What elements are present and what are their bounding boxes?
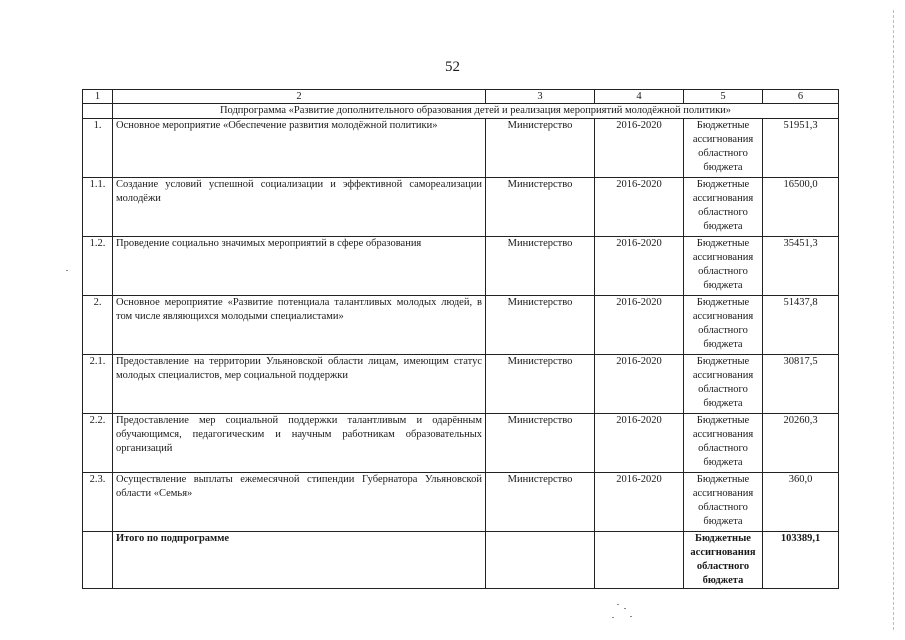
period: 2016-2020 — [595, 237, 684, 296]
table-row — [83, 473, 839, 532]
subprogram-title: Подпрограмма «Развитие дополнительного образования детей и реализация мероприятий молодёжной политики» — [113, 104, 839, 119]
scan-speck — [630, 616, 632, 617]
executor: Министерство — [486, 237, 595, 296]
column-header: 3 — [486, 90, 595, 104]
table-row — [83, 119, 839, 178]
row-number: 2.3. — [83, 473, 113, 532]
row-number: 1.1. — [83, 178, 113, 237]
funding-source: Бюджетные ассигнования областного бюджета — [684, 296, 763, 355]
executor: Министерство — [486, 296, 595, 355]
funding-source: Бюджетные ассигнования областного бюджета — [684, 414, 763, 473]
row-number: 1. — [83, 119, 113, 178]
scan-speck — [66, 270, 68, 271]
period: 2016-2020 — [595, 178, 684, 237]
executor: Министерство — [486, 414, 595, 473]
activity-name: Основное мероприятие «Обеспечение развития молодёжной политики» — [113, 119, 486, 178]
funding-source: Бюджетные ассигнования областного бюджета — [684, 178, 763, 237]
amount: 35451,3 — [763, 237, 839, 296]
amount: 51951,3 — [763, 119, 839, 178]
period: 2016-2020 — [595, 296, 684, 355]
activity-name: Создание условий успешной социализации и эффективной самореализации молодёжи — [113, 178, 486, 237]
row-number: 2. — [83, 296, 113, 355]
total-amount: 103389,1 — [763, 532, 839, 589]
funding-source: Бюджетные ассигнования областного бюджета — [684, 237, 763, 296]
activity-name: Осуществление выплаты ежемесячной стипендии Губернатора Ульяновской области «Семья» — [113, 473, 486, 532]
table-row — [83, 355, 839, 414]
column-header: 5 — [684, 90, 763, 104]
period: 2016-2020 — [595, 473, 684, 532]
page-number: 52 — [445, 59, 460, 75]
table-row — [83, 296, 839, 355]
column-header: 4 — [595, 90, 684, 104]
amount: 360,0 — [763, 473, 839, 532]
column-header: 6 — [763, 90, 839, 104]
row-number: 1.2. — [83, 237, 113, 296]
activity-name: Проведение социально значимых мероприятий в сфере образования — [113, 237, 486, 296]
subprogram-title-row — [83, 104, 839, 119]
table-row — [83, 237, 839, 296]
activity-name: Основное мероприятие «Развитие потенциала талантливых молодых людей, в том числе являющихся молодыми специалистами» — [113, 296, 486, 355]
period: 2016-2020 — [595, 119, 684, 178]
funding-source: Бюджетные ассигнования областного бюджета — [684, 355, 763, 414]
column-header: 2 — [113, 90, 486, 104]
executor: Министерство — [486, 178, 595, 237]
scan-margin-line — [893, 10, 894, 630]
scan-speck — [617, 604, 619, 605]
table-header-row — [83, 90, 839, 104]
total-label: Итого по подпрограмме — [113, 532, 486, 589]
table-row — [83, 414, 839, 473]
column-header: 1 — [83, 90, 113, 104]
budget-table — [82, 89, 839, 589]
executor: Министерство — [486, 473, 595, 532]
executor: Министерство — [486, 119, 595, 178]
funding-source: Бюджетные ассигнования областного бюджета — [684, 473, 763, 532]
funding-source: Бюджетные ассигнования областного бюджета — [684, 119, 763, 178]
scan-speck — [612, 617, 614, 618]
period: 2016-2020 — [595, 355, 684, 414]
activity-name: Предоставление мер социальной поддержки талантливым и одарённым обучающимся, педагогическим и научным работникам образовательных организаций — [113, 414, 486, 473]
total-row — [83, 532, 839, 589]
row-number: 2.2. — [83, 414, 113, 473]
period: 2016-2020 — [595, 414, 684, 473]
executor: Министерство — [486, 355, 595, 414]
amount: 51437,8 — [763, 296, 839, 355]
activity-name: Предоставление на территории Ульяновской области лицам, имеющим статус молодых специалистов, мер социальной поддержки — [113, 355, 486, 414]
total-funding-source: Бюджетные ассигнования областного бюджета — [684, 532, 763, 589]
table-row — [83, 178, 839, 237]
amount: 30817,5 — [763, 355, 839, 414]
row-number: 2.1. — [83, 355, 113, 414]
amount: 20260,3 — [763, 414, 839, 473]
scan-speck — [624, 608, 626, 609]
amount: 16500,0 — [763, 178, 839, 237]
